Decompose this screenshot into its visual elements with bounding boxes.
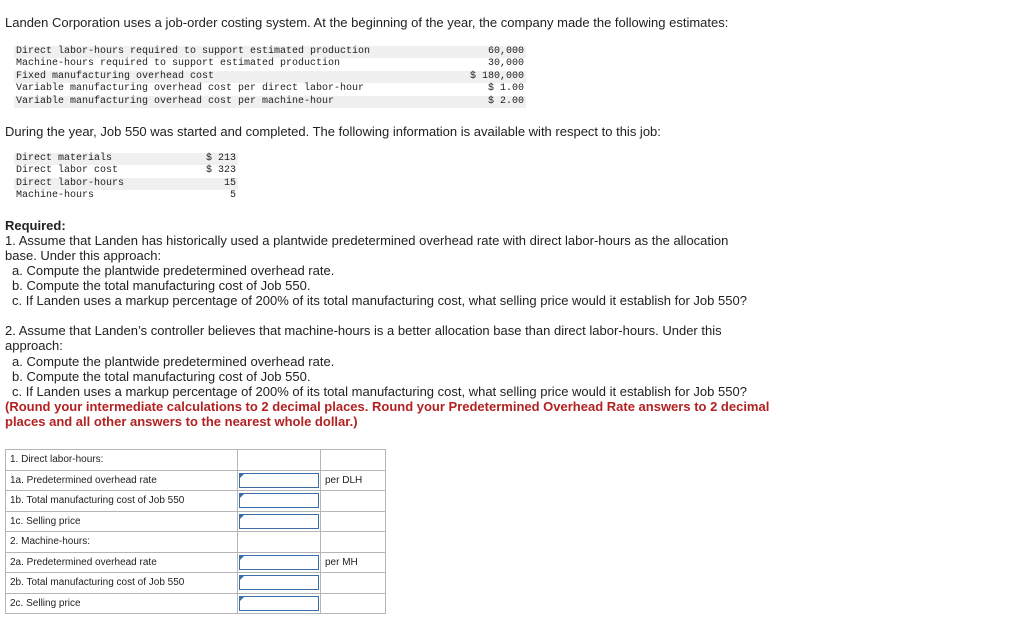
job-value: 5 — [229, 190, 236, 202]
answer-row — [6, 470, 386, 491]
answer-label-1b: 1b. Total manufacturing cost of Job 550 — [6, 491, 238, 512]
intro-text: Landen Corporation uses a job-order costing system. At the beginning of the year, the company made the following estimates: — [5, 15, 729, 30]
estimate-value: $ 180,000 — [466, 71, 526, 83]
answer-label-2c: 2c. Selling price — [6, 593, 238, 614]
answer-input-2b[interactable] — [239, 575, 319, 590]
question-1-text-cont: base. Under this approach: — [5, 248, 162, 263]
answer-row — [6, 593, 386, 614]
answer-header-row — [6, 450, 386, 471]
question-2c: c. If Landen uses a markup percentage of 200% of its total manufacturing cost, what selling price would it establish for Job 550? — [12, 384, 747, 399]
answer-row — [6, 491, 386, 512]
answer-row — [6, 552, 386, 573]
job-label: Direct labor cost — [16, 165, 119, 177]
answer-input-2a[interactable] — [239, 555, 319, 570]
estimate-row — [14, 46, 526, 58]
job-row — [14, 178, 238, 190]
answer-label-1a: 1a. Predetermined overhead rate — [6, 470, 238, 491]
answer-table — [5, 449, 386, 614]
job-value: 15 — [198, 178, 238, 190]
estimate-value: 30,000 — [487, 58, 524, 70]
job-label: Direct labor-hours — [14, 178, 198, 190]
question-1c: c. If Landen uses a markup percentage of 200% of its total manufacturing cost, what selling price would it establish for Job 550? — [12, 293, 747, 308]
job-row — [14, 153, 238, 165]
question-2a: a. Compute the plantwide predetermined overhead rate. — [12, 354, 335, 369]
job-value: $ 213 — [198, 153, 238, 165]
job-label: Machine-hours — [16, 190, 95, 202]
answer-input-1c[interactable] — [239, 514, 319, 529]
rounding-instructions: (Round your intermediate calculations to 2 decimal places. Round your Predetermined Overhead Rate answers to 2 decimal — [5, 399, 770, 414]
job-table — [14, 153, 238, 203]
unit-label-1a: per DLH — [321, 470, 386, 491]
question-2-text: 2. Assume that Landen’s controller believes that machine-hours is a better allocation base than direct labor-hours. Under this — [5, 323, 722, 338]
job-value: $ 323 — [205, 165, 236, 177]
question-2b: b. Compute the total manufacturing cost of Job 550. — [12, 369, 311, 384]
estimate-value: $ 2.00 — [466, 96, 526, 108]
unit-label-2a: per MH — [321, 552, 386, 573]
answer-input-1a[interactable] — [239, 473, 319, 488]
estimate-row — [14, 71, 526, 83]
estimate-label: Direct labor-hours required to support estimated production — [14, 46, 466, 58]
answer-header-row — [6, 532, 386, 553]
estimates-table — [14, 46, 526, 108]
estimate-value: $ 1.00 — [487, 83, 524, 95]
answer-row — [6, 573, 386, 594]
answer-input-1b[interactable] — [239, 493, 319, 508]
estimate-label: Fixed manufacturing overhead cost — [14, 71, 466, 83]
question-1-text: 1. Assume that Landen has historically used a plantwide predetermined overhead rate with direct labor-hours as the allocation — [5, 233, 729, 248]
section-1-heading: 1. Direct labor-hours: — [6, 450, 238, 471]
estimate-label: Variable manufacturing overhead cost per machine-hour — [14, 96, 466, 108]
estimate-value: 60,000 — [466, 46, 526, 58]
section-2-heading: 2. Machine-hours: — [6, 532, 238, 553]
answer-row — [6, 511, 386, 532]
answer-label-2a: 2a. Predetermined overhead rate — [6, 552, 238, 573]
question-2-text-cont: approach: — [5, 338, 63, 353]
job-intro-text: During the year, Job 550 was started and completed. The following information is available with respect to this job: — [5, 124, 661, 139]
job-row — [14, 190, 238, 202]
question-1a: a. Compute the plantwide predetermined overhead rate. — [12, 263, 335, 278]
answer-label-2b: 2b. Total manufacturing cost of Job 550 — [6, 573, 238, 594]
estimate-row — [14, 58, 526, 70]
estimate-label: Variable manufacturing overhead cost per direct labor-hour — [16, 83, 365, 95]
estimate-row — [14, 96, 526, 108]
job-label: Direct materials — [14, 153, 198, 165]
question-1b: b. Compute the total manufacturing cost of Job 550. — [12, 278, 311, 293]
answer-input-2c[interactable] — [239, 596, 319, 611]
job-row — [14, 165, 238, 177]
estimate-label: Machine-hours required to support estimated production — [16, 58, 341, 70]
estimate-row — [14, 83, 526, 95]
answer-label-1c: 1c. Selling price — [6, 511, 238, 532]
required-heading: Required: — [5, 218, 66, 233]
rounding-instructions-cont: places and all other answers to the nearest whole dollar.) — [5, 414, 358, 429]
